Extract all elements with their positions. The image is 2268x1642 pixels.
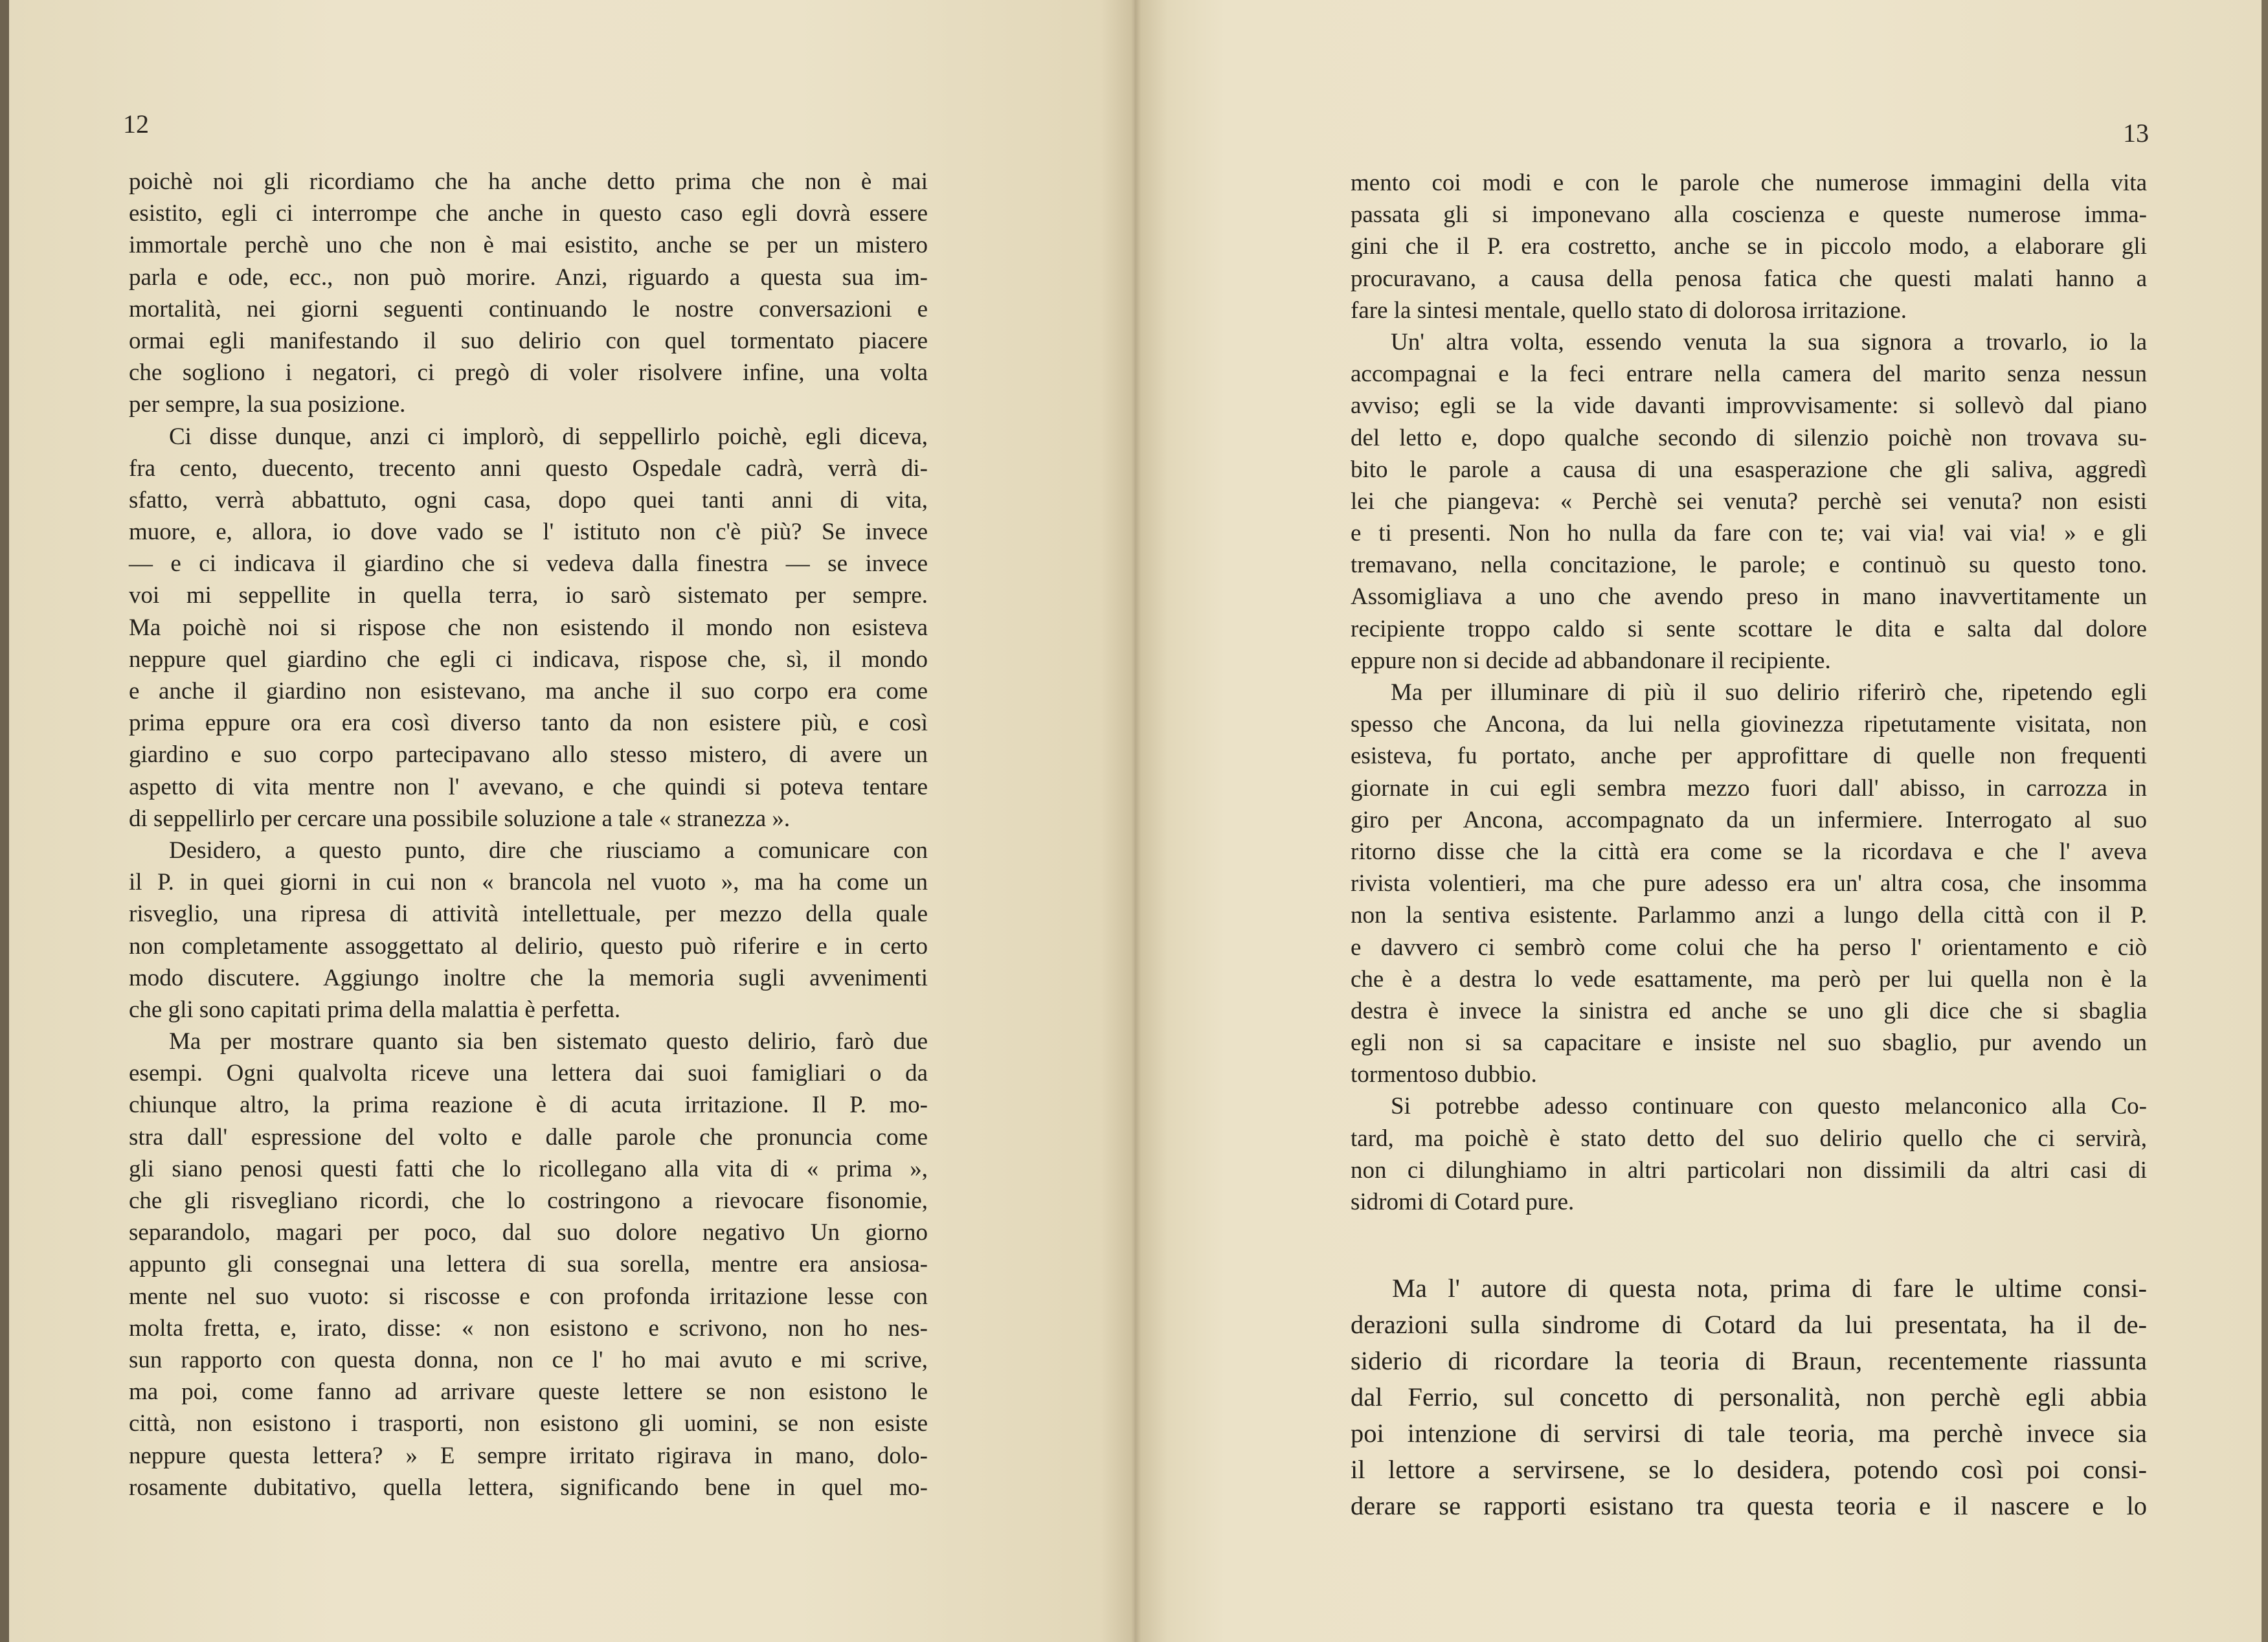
book-gutter	[1101, 0, 1168, 1642]
text-line: prima eppure ora era così diverso tanto da non esistere più, e così	[129, 710, 928, 737]
text-line: recipiente troppo caldo si sente scottare le dita e salta dal dolore	[1351, 615, 2147, 642]
text-line: rosamente dubitativo, quella lettera, significando bene in quel mo-	[129, 1474, 928, 1501]
text-line: fra cento, duecento, trecento anni questo Ospedale cadrà, verrà di-	[129, 455, 928, 482]
text-line: neppure questa lettera? » E sempre irritato rigirava in mano, dolo-	[129, 1442, 928, 1469]
text-line: e davvero ci sembrò come colui che ha perso l' orientamento e ciò	[1351, 934, 2147, 961]
text-line: mente nel suo vuoto: si riscosse e con profonda irritazione lesse con	[129, 1283, 928, 1310]
text-line: tard, ma poichè è stato detto del suo delirio quello che ci servirà,	[1351, 1125, 2147, 1152]
text-line: parla e ode, ecc., non può morire. Anzi, riguardo a questa sua im-	[129, 264, 928, 291]
text-line: appunto gli consegnai una lettera di sua sorella, mentre era ansiosa-	[129, 1251, 928, 1278]
text-line: Ma per mostrare quanto sia ben sistemato questo delirio, farò due	[169, 1028, 928, 1055]
text-line: modo discutere. Aggiungo inoltre che la memoria sugli avvenimenti	[129, 964, 928, 991]
text-line: sfatto, verrà abbattuto, ogni casa, dopo quei tanti anni di vita,	[129, 486, 928, 513]
text-line: mento coi modi e con le parole che numerose immagini della vita	[1351, 170, 2147, 196]
text-line: bito le parole a causa di una esasperazione che gli saliva, aggredì	[1351, 456, 2147, 483]
text-line: derazioni sulla sindrome di Cotard da lui presentata, ha il de-	[1351, 1310, 2147, 1339]
text-line: sidromi di Cotard pure.	[1351, 1189, 1575, 1215]
text-line: — e ci indicava il giardino che si vedeva dalla finestra — se invece	[129, 550, 928, 578]
text-line: destra è invece la sinistra ed anche se uno gli dice che si sbaglia	[1351, 997, 2147, 1024]
text-line: poichè noi gli ricordiamo che ha anche detto prima che non è mai	[129, 168, 928, 195]
text-line: sun rapporto con questa donna, non ce l' ho mai avuto e mi scrive,	[129, 1346, 928, 1373]
text-line: avviso; egli se la vide davanti improvvisamente: si sollevò dal piano	[1351, 392, 2147, 420]
left-page-text	[129, 166, 928, 1503]
text-line: il P. in quei giorni in cui non « brancola nel vuoto », ma ha come un	[129, 869, 928, 896]
text-line: risveglio, una ripresa di attività intellettuale, per mezzo della quale	[129, 901, 928, 928]
text-line: giardino e suo corpo partecipavano allo stesso mistero, di avere un	[129, 741, 928, 769]
text-line: ma poi, come fanno ad arrivare queste lettere se non esistono le	[129, 1378, 928, 1406]
text-line: accompagnai e la feci entrare nella camera del marito senza nessun	[1351, 361, 2147, 388]
text-line: esempi. Ogni qualvolta riceve una lettera dai suoi famigliari o da	[129, 1060, 928, 1087]
text-line: poi intenzione di servirsi di tale teoria, ma perchè invece sia	[1351, 1419, 2147, 1448]
text-line: giornate in cui egli sembra mezzo fuori dall' abisso, in carrozza in	[1351, 774, 2147, 802]
text-line: Si potrebbe adesso continuare con questo melanconico alla Co-	[1391, 1093, 2147, 1120]
text-line: siderio di ricordare la teoria di Braun, recentemente riassunta	[1351, 1346, 2147, 1375]
text-line: Assomigliava a uno che avendo preso in mano inavvertitamente un	[1351, 583, 2147, 611]
text-line: procuravano, a causa della penosa fatica che questi malati hanno a	[1351, 265, 2147, 292]
text-line: Ma l' autore di questa nota, prima di fare le ultime consi-	[1392, 1274, 2147, 1303]
text-line: Ci disse dunque, anzi ci implorò, di seppellirlo poichè, egli diceva,	[169, 423, 928, 450]
text-line: non ci dilunghiamo in altri particolari non dissimili da altri casi di	[1351, 1156, 2147, 1184]
text-line: esisteva, fu portato, anche per approfittare di quelle non frequenti	[1351, 743, 2147, 770]
text-line: Ma poichè noi si rispose che non esistendo il mondo non esisteva	[129, 614, 928, 641]
text-line: rivista volentieri, ma che pure adesso era un' altra cosa, che insomma	[1351, 870, 2147, 897]
text-line: aspetto di vita mentre non l' avevano, e che quindi si poteva tentare	[129, 773, 928, 800]
text-line: voi mi seppellite in quella terra, io sarò sistemato per sempre.	[129, 582, 928, 609]
text-line: ormai egli manifestando il suo delirio con quel tormentato piacere	[129, 327, 928, 354]
text-line: gini che il P. era costretto, anche se in piccolo modo, a elaborare gli	[1351, 233, 2147, 260]
text-line: ritorno disse che la città era come se la ricordava e che l' aveva	[1351, 838, 2147, 865]
text-line: lei che piangeva: « Perchè sei venuta? perchè sei venuta? non esisti	[1351, 488, 2147, 515]
text-line: che è a destra lo vede esattamente, ma però per lui quella non è la	[1351, 965, 2147, 993]
text-line: derare se rapporti esistano tra questa teoria e il nascere e lo	[1351, 1491, 2147, 1520]
text-line: tormentoso dubbio.	[1351, 1061, 1537, 1088]
text-line: e anche il giardino non esistevano, ma anche il suo corpo era come	[129, 678, 928, 704]
page-number-right: 13	[2123, 118, 2149, 148]
text-line: non la sentiva esistente. Parlammo anzi a lungo della città con il P.	[1351, 902, 2147, 929]
left-edge	[0, 0, 9, 1642]
text-line: separandolo, magari per poco, dal suo dolore negativo Un giorno	[129, 1219, 928, 1246]
text-line: mortalità, nei giorni seguenti continuando le nostre conversazioni e	[129, 295, 928, 322]
text-line: passata gli si imponevano alla coscienza e queste numerose imma-	[1351, 201, 2147, 229]
text-line: giro per Ancona, accompagnato da un infermiere. Interrogato al suo	[1351, 806, 2147, 833]
text-line: città, non esistono i trasporti, non esistono gli uomini, se non esiste	[129, 1410, 928, 1437]
text-line: del letto e, dopo qualche secondo di silenzio poichè non trovava su-	[1351, 424, 2147, 451]
text-line: neppure quel giardino che egli ci indicava, rispose che, sì, il mondo	[129, 646, 928, 673]
text-line: il lettore a servirsene, se lo desidera, potendo così poi consi-	[1351, 1455, 2147, 1484]
text-line: non completamente assoggettato al delirio, questo può riferire e in certo	[129, 932, 928, 960]
text-line: stra dall' espressione del volto e dalle parole che pronuncia come	[129, 1123, 928, 1151]
text-line: immortale perchè uno che non è mai esistito, anche se per un mistero	[129, 232, 928, 259]
text-line: e ti presenti. Non ho nulla da fare con te; vai via! vai via! » e gli	[1351, 520, 2147, 547]
text-line: dal Ferrio, sul concetto di personalità, non perchè egli abbia	[1351, 1382, 2147, 1411]
text-line: Un' altra volta, essendo venuta la sua signora a trovarlo, io la	[1391, 328, 2147, 355]
final-paragraph	[1351, 1270, 2147, 1524]
text-line: fare la sintesi mentale, quello stato di dolorosa irritazione.	[1351, 297, 1907, 324]
text-line: gli siano penosi questi fatti che lo ricollegano alla vita di « prima »,	[129, 1155, 928, 1182]
text-line: che gli risvegliano ricordi, che lo costringono a rievocare fisonomie,	[129, 1187, 928, 1214]
text-line: spesso che Ancona, da lui nella giovinezza ripetutamente visitata, non	[1351, 711, 2147, 738]
text-line: tremavano, nella concitazione, le parole; e continuò su questo tono.	[1351, 552, 2147, 579]
text-line: muore, e, allora, io dove vado se l' istituto non c'è più? Se invece	[129, 519, 928, 546]
text-line: eppure non si decide ad abbandonare il recipiente.	[1351, 647, 1831, 674]
right-page	[1134, 0, 2268, 1642]
text-line: molta fretta, e, irato, disse: « non esistono e scrivono, non ho nes-	[129, 1314, 928, 1342]
text-line: di seppellirlo per cercare una possibile soluzione a tale « stranezza ».	[129, 805, 791, 832]
text-line: per sempre, la sua posizione.	[129, 391, 406, 418]
page-number-left: 12	[123, 109, 149, 139]
right-edge	[2262, 0, 2268, 1642]
text-line: egli non si sa capacitare e insiste nel suo sbaglio, pur avendo un	[1351, 1029, 2147, 1057]
text-line: chiunque altro, la prima reazione è di acuta irritazione. Il P. mo-	[129, 1092, 928, 1119]
text-line: Desidero, a questo punto, dire che riusciamo a comunicare con	[169, 837, 928, 864]
right-page-text	[1351, 167, 2147, 1218]
text-line: che sogliono i negatori, ci pregò di voler risolvere infine, una volta	[129, 359, 928, 387]
text-line: che gli sono capitati prima della malattia è perfetta.	[129, 996, 621, 1023]
text-line: Ma per illuminare di più il suo delirio riferirò che, ripetendo egli	[1391, 679, 2147, 706]
text-line: esistito, egli ci interrompe che anche in questo caso egli dovrà essere	[129, 200, 928, 227]
